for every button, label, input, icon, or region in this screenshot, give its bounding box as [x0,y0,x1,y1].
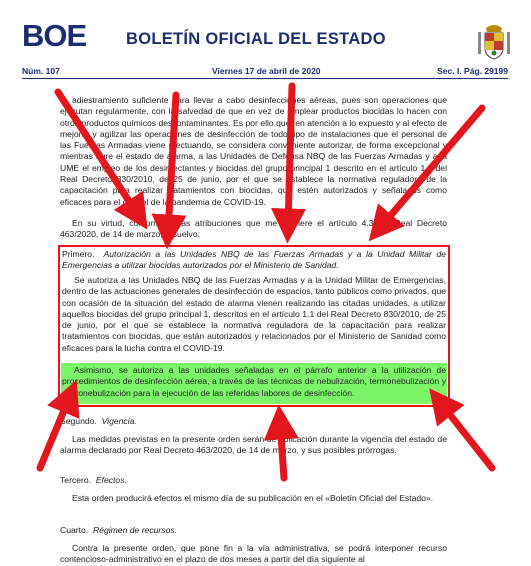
page-title: BOLETÍN OFICIAL DEL ESTADO [126,30,386,48]
article-tercero-heading [60,475,447,486]
issue-date: Viernes 17 de abril de 2020 [212,66,321,76]
issue-meta [22,66,508,78]
article-cuarto-heading [60,525,447,536]
article-label: Cuarto. [60,525,89,535]
primero-paragraph-2: Asimismo, se autoriza a las unidades señaladas en el párrafo anterior a la utilización de procedimientos de desinfección aérea, a través de las técnicas de nebulización, termonebulización y micronebulización para la ejecución de las referidas labores de desinfección. [62,365,446,398]
segundo-paragraph: Las medidas previstas en la presente orden serán de aplicación durante la vigencia del estado de alarma declarado por Real Decreto 463/2020, de 14 de marzo, y sus posibles prórrogas. [60,434,447,456]
article-title: Vigencia. [101,416,137,426]
intro-paragraph-1: adiestramiento suficiente para llevar a cabo desinfecciones aéreas, pues son operaciones que ejecutan regularmente, con la salvedad de que en vez de emplear productos biocidas lo hacen con otros productos químicos descontaminantes. Es por ello que, en atención a lo expuesto y al efecto de mejorar y agilizar las operaciones de desinfección de todo tipo de instalaciones que el personal de las Fuerzas Armadas viene efectuando, se considera conveniente autorizar, de forma excepcional y mientras dure el estado de alarma, a las Unidades de Defensa NBQ de las Fuerzas Armadas y a la UME el empleo de los desinfectantes y biocidas del grupo principal 1 descrito en el artículo 1.1 del Real Decreto 830/2010, de 25 de junio, por el que se establece la normativa reguladora de la capacitación para realizar tratamientos con biocidas, que estén autorizados y señalados como eficaces para el control de la pandemia de COVID-19. [60,95,447,207]
tercero-paragraph: Esta orden producirá efectos el mismo día de su publicación en el «Boletín Oficial del Estado». [72,493,434,503]
boe-logo: BOE [22,18,87,53]
article-primero-heading [62,249,446,272]
coat-of-arms-icon [477,22,511,62]
article-title: Régimen de recursos. [92,525,178,535]
article-segundo-heading [60,416,447,427]
header-rule [22,78,508,79]
article-label: Segundo. [60,416,97,426]
red-arrow [440,402,492,468]
article-title: Autorización a las Unidades NBQ de las Fuerzas Armadas y a la Unidad Militar de Emergencias a utilizar biocidas autorizados por el Ministerio de Sanidad. [62,249,447,271]
article-label: Tercero. [60,475,92,485]
intro-paragraph-2: En su virtud, conforme a las atribuciones que me confiere el artículo 4.3 del Real Decreto 463/2020, de 14 de marzo, resuelvo: [60,218,447,240]
article-title: Efectos. [95,475,127,485]
issue-number: Núm. 107 [22,66,60,76]
article-label: Primero. [62,249,95,259]
section-page: Sec. I. Pág. 29199 [437,66,508,76]
primero-paragraph-1: Se autoriza a las Unidades NBQ de las Fuerzas Armadas y a la Unidad Militar de Emergencias, dentro de las actuaciones generales de desinfección de espacios, tanto públicos como privados, que con ocasión de la situación del estado de alarma vienen realizando las citadas unidades, a utilizar aquellos biocidas del grupo principal 1, descritos en el artículo 1.1 del Real Decreto 830/2010, de 25 de junio, por el que se establece la normativa reguladora de la capacitación para realizar tratamientos con biocidas, que están autorizados y relacionados por el Ministerio de Sanidad como eficaces para la lucha contra el COVID-19. [62,275,446,353]
cuarto-paragraph: Contra la presente orden, que pone fin a la vía administrativa, se podrá interponer recurso contencioso-administrativo en el plazo de dos meses a partir del día siguiente al [60,543,447,565]
